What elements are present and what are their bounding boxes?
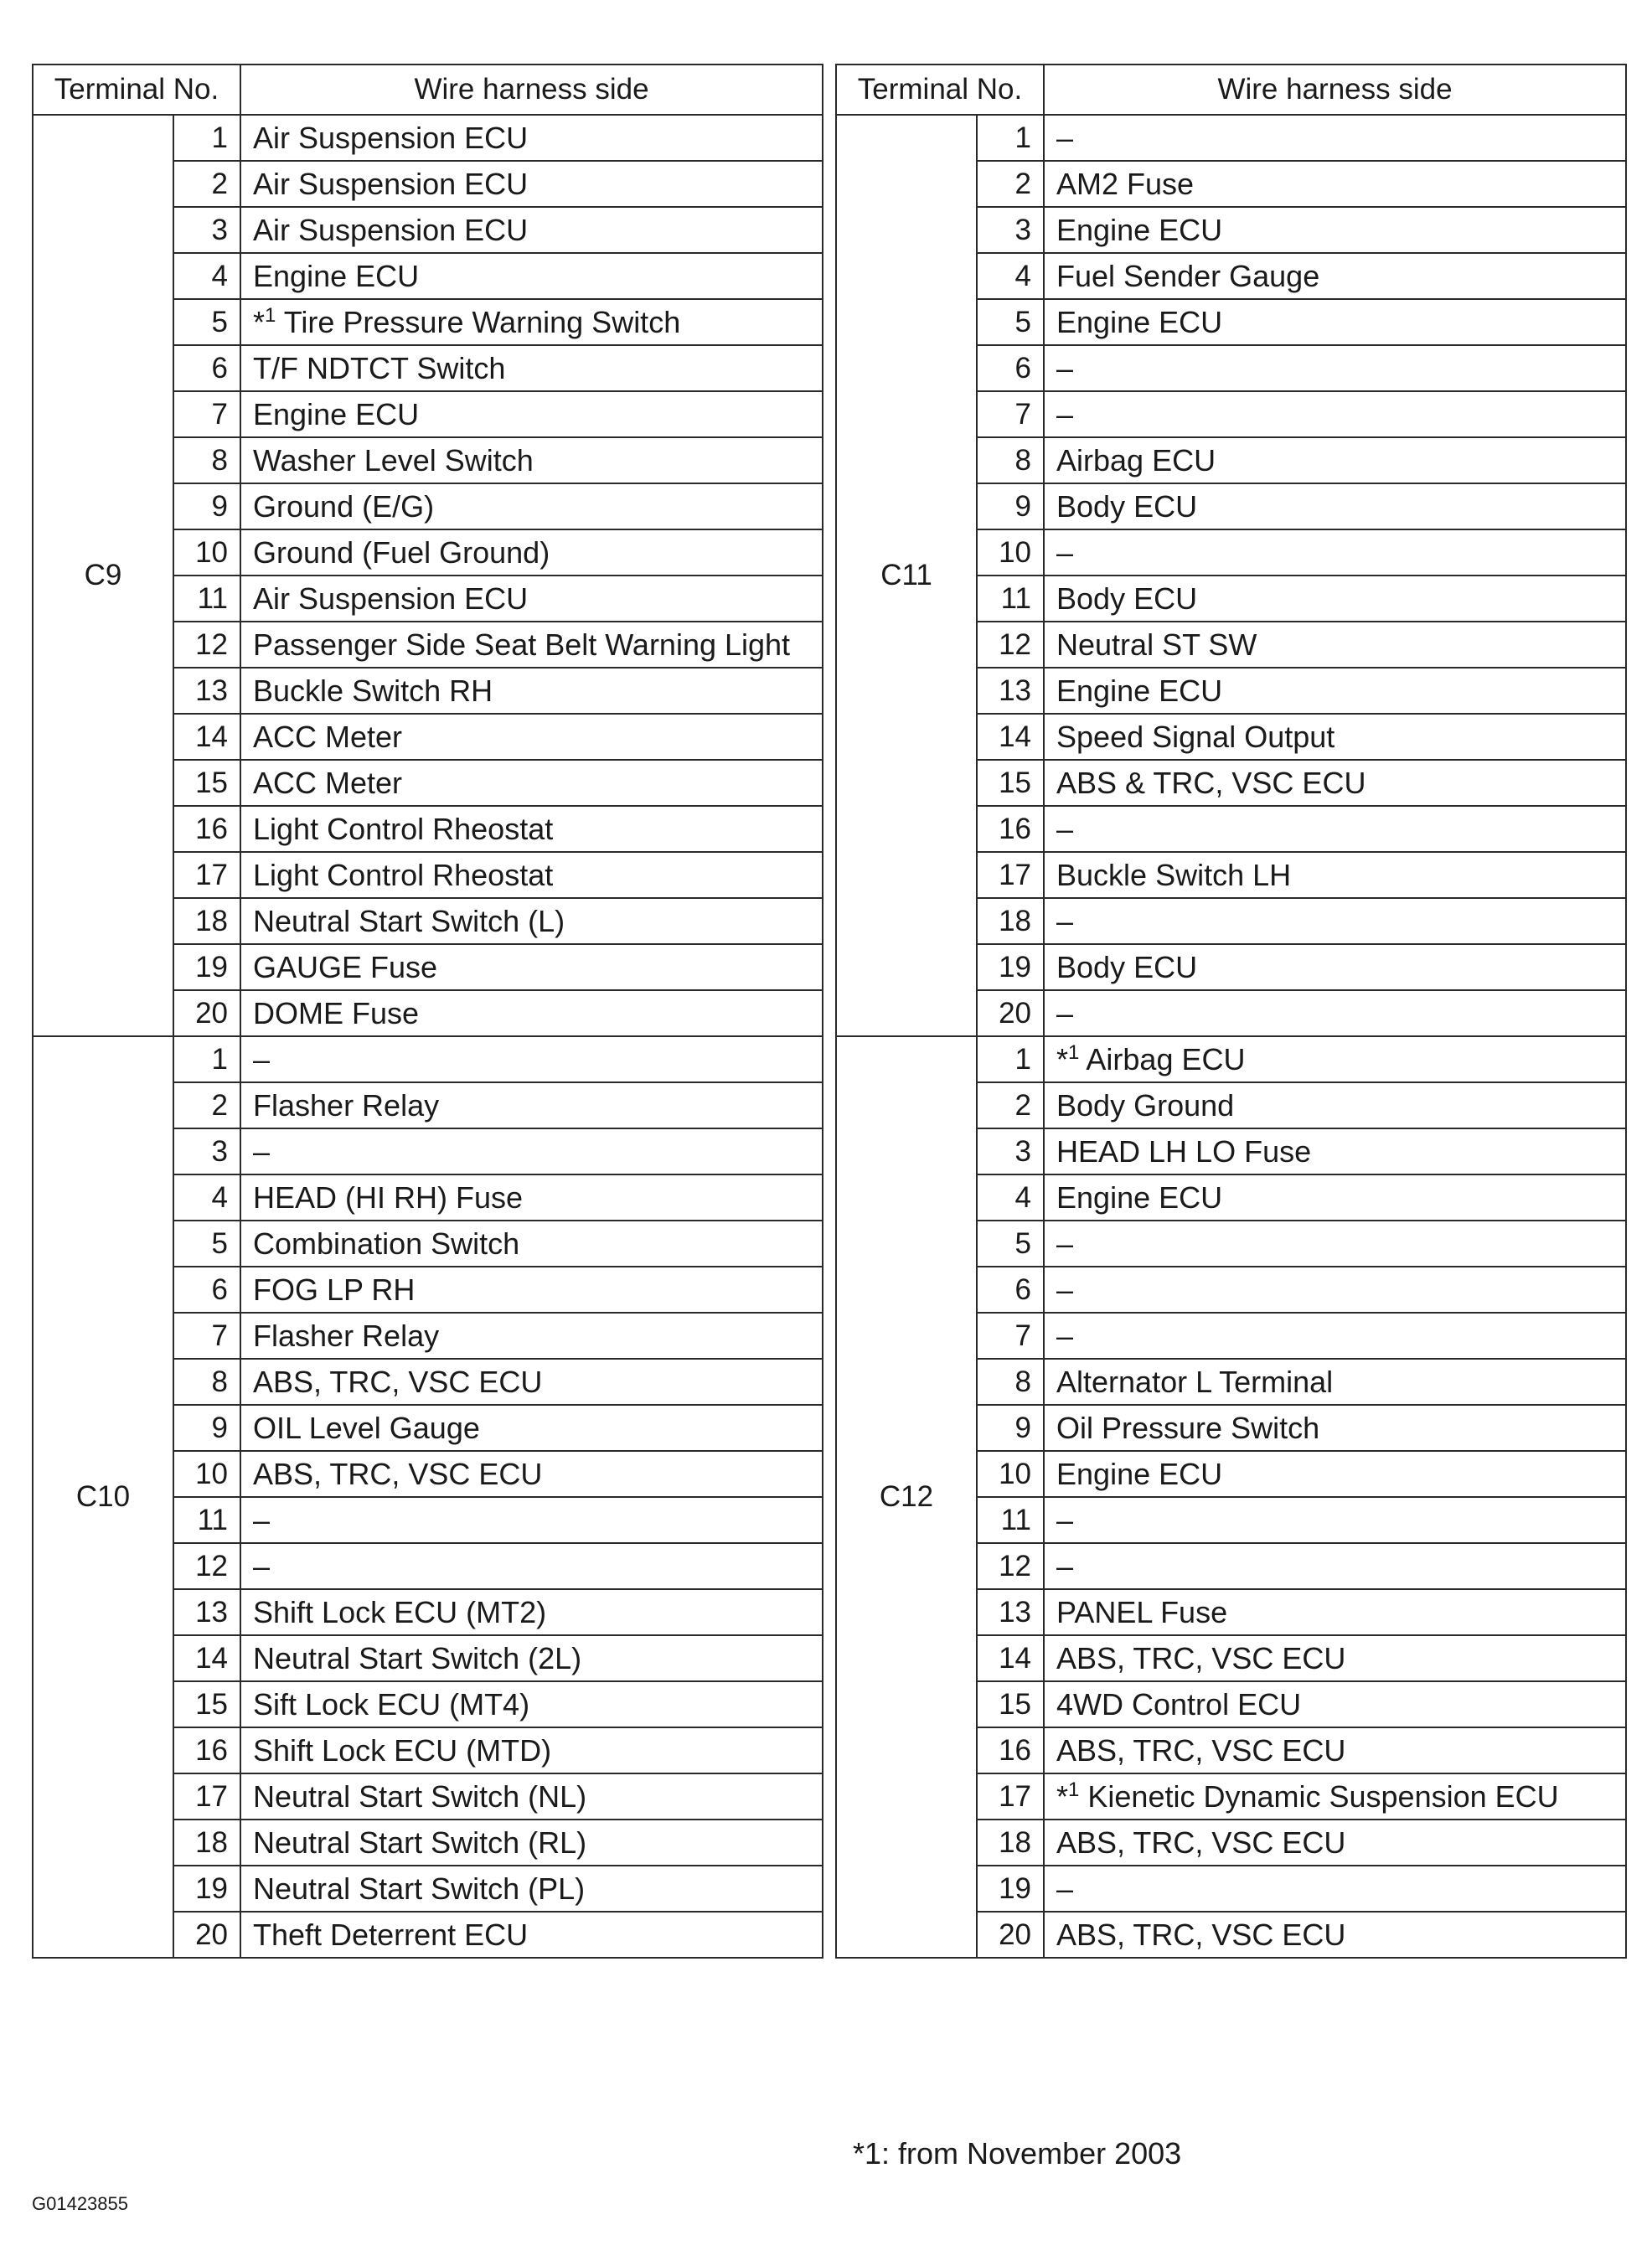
- terminal-number: 4: [977, 1174, 1044, 1221]
- wire-harness-text: Shift Lock ECU (MT2): [253, 1594, 547, 1629]
- terminal-number: 14: [977, 714, 1044, 760]
- wire-harness-text: AM2 Fuse: [1056, 166, 1195, 201]
- wire-harness-text: Buckle Switch RH: [253, 673, 493, 708]
- wire-harness-text: Air Suspension ECU: [253, 212, 529, 247]
- wire-harness-text: Engine ECU: [253, 396, 420, 431]
- wire-harness-text: Flasher Relay: [253, 1318, 440, 1353]
- table-row: [33, 1036, 823, 1082]
- wire-harness-cell: [1044, 1267, 1626, 1313]
- wire-harness-cell: [240, 437, 823, 483]
- wire-harness-cell: [1044, 483, 1626, 529]
- wire-harness-cell: [1044, 1773, 1626, 1820]
- wire-harness-cell: [240, 1267, 823, 1313]
- wire-harness-cell: [240, 115, 823, 161]
- terminal-number: 12: [173, 622, 240, 668]
- terminal-number: 1: [977, 1036, 1044, 1082]
- wire-harness-cell: [240, 576, 823, 622]
- wire-harness-cell: [240, 1405, 823, 1451]
- wire-harness-cell: [1044, 1359, 1626, 1405]
- wire-harness-cell: [1044, 852, 1626, 898]
- wire-harness-text: Light Control Rheostat: [253, 857, 554, 892]
- wire-harness-text: Theft Deterrent ECU: [253, 1917, 529, 1952]
- wire-harness-text: ABS, TRC, VSC ECU: [1056, 1640, 1346, 1675]
- terminal-number: 13: [173, 1589, 240, 1635]
- wire-harness-text: Body Ground: [1056, 1087, 1235, 1123]
- wire-harness-cell: [1044, 1727, 1626, 1773]
- wire-harness-cell: [1044, 990, 1626, 1036]
- wire-harness-cell: [240, 760, 823, 806]
- wire-harness-text: Air Suspension ECU: [253, 581, 529, 616]
- wire-harness-cell: [1044, 576, 1626, 622]
- wire-harness-cell: [240, 1727, 823, 1773]
- terminal-number: 2: [977, 1082, 1044, 1128]
- wire-harness-cell: [1044, 806, 1626, 852]
- table-row: [836, 115, 1626, 161]
- terminal-number: 20: [173, 1912, 240, 1958]
- terminal-number: 10: [977, 529, 1044, 576]
- terminal-number: 16: [173, 806, 240, 852]
- wire-harness-text: –: [253, 1502, 271, 1537]
- wire-harness-cell: [1044, 437, 1626, 483]
- terminal-number: 20: [173, 990, 240, 1036]
- terminal-number: 11: [173, 1497, 240, 1543]
- terminal-number: 18: [173, 1820, 240, 1866]
- terminal-number: 2: [173, 1082, 240, 1128]
- terminal-number: 15: [977, 1681, 1044, 1727]
- terminal-number: 17: [173, 1773, 240, 1820]
- connector-label: C10: [33, 1036, 173, 1958]
- wire-harness-cell: [1044, 391, 1626, 437]
- note-asterisk: *: [1056, 1778, 1069, 1814]
- wire-harness-cell: [240, 1589, 823, 1635]
- wire-harness-text: HEAD (HI RH) Fuse: [253, 1180, 524, 1215]
- header-row: [33, 65, 823, 115]
- wire-harness-text: Neutral Start Switch (RL): [253, 1825, 587, 1860]
- wire-harness-text: Sift Lock ECU (MT4): [253, 1686, 530, 1722]
- terminal-number: 6: [173, 1267, 240, 1313]
- wire-harness-text: Neutral Start Switch (L): [253, 903, 565, 938]
- wire-harness-cell: [1044, 529, 1626, 576]
- wire-harness-text: ABS & TRC, VSC ECU: [1056, 765, 1366, 800]
- wire-harness-text: Air Suspension ECU: [253, 120, 529, 155]
- terminal-number: 5: [977, 299, 1044, 345]
- wire-harness-text: Kienetic Dynamic Suspension ECU: [1079, 1778, 1559, 1814]
- wire-harness-text: T/F NDTCT Switch: [253, 350, 506, 385]
- wire-harness-text: ACC Meter: [253, 765, 403, 800]
- left-terminal-table: [32, 64, 823, 1959]
- terminal-number: 4: [173, 253, 240, 299]
- wire-harness-cell: [240, 207, 823, 253]
- wire-harness-text: Neutral Start Switch (PL): [253, 1871, 586, 1906]
- wire-harness-text: –: [253, 1041, 271, 1076]
- wire-harness-cell: [1044, 253, 1626, 299]
- wire-harness-text: Body ECU: [1056, 949, 1198, 984]
- wire-harness-text: Passenger Side Seat Belt Warning Light: [253, 627, 791, 662]
- connector-label: C9: [33, 115, 173, 1036]
- table-row: [33, 115, 823, 161]
- wire-harness-cell: [240, 1221, 823, 1267]
- wire-harness-cell: [240, 529, 823, 576]
- wire-harness-cell: [240, 1773, 823, 1820]
- wire-harness-cell: [1044, 1866, 1626, 1912]
- wire-harness-text: –: [1056, 811, 1074, 846]
- wire-harness-text: Combination Switch: [253, 1226, 520, 1261]
- wire-harness-text: –: [1056, 1318, 1074, 1353]
- wire-harness-text: –: [1056, 1548, 1074, 1583]
- wire-harness-text: ACC Meter: [253, 719, 403, 754]
- wire-harness-text: Alternator L Terminal: [1056, 1364, 1334, 1399]
- wire-harness-text: Tire Pressure Warning Switch: [276, 304, 681, 339]
- figure-id: G01423855: [32, 2193, 128, 2214]
- wire-harness-cell: [240, 714, 823, 760]
- terminal-number: 8: [977, 1359, 1044, 1405]
- wire-harness-cell: [1044, 207, 1626, 253]
- terminal-number: 9: [977, 483, 1044, 529]
- terminal-number: 9: [977, 1405, 1044, 1451]
- header-row: [836, 65, 1626, 115]
- terminal-number: 16: [173, 1727, 240, 1773]
- note-number: 1: [1068, 1040, 1080, 1064]
- wire-harness-cell: [240, 852, 823, 898]
- right-table-body: [836, 115, 1626, 1958]
- wire-harness-text: Body ECU: [1056, 488, 1198, 524]
- wire-harness-text: Washer Level Switch: [253, 442, 534, 477]
- terminal-number: 12: [977, 1543, 1044, 1589]
- wire-harness-text: 4WD Control ECU: [1056, 1686, 1302, 1722]
- wire-harness-text: ABS, TRC, VSC ECU: [253, 1456, 543, 1491]
- terminal-number: 11: [173, 576, 240, 622]
- terminal-number: 6: [173, 345, 240, 391]
- table-row: [836, 1036, 1626, 1082]
- wire-harness-text: Engine ECU: [1056, 212, 1223, 247]
- terminal-number: 11: [977, 1497, 1044, 1543]
- wire-harness-cell: [1044, 1036, 1626, 1082]
- terminal-number: 7: [977, 391, 1044, 437]
- wire-harness-text: GAUGE Fuse: [253, 949, 438, 984]
- terminal-number: 14: [173, 1635, 240, 1681]
- wire-harness-cell: [240, 345, 823, 391]
- left-table-body: [33, 115, 823, 1958]
- wire-harness-cell: [240, 806, 823, 852]
- wire-harness-text: –: [1056, 1272, 1074, 1307]
- terminal-number: 10: [173, 529, 240, 576]
- terminal-number: 2: [977, 161, 1044, 207]
- terminal-number: 3: [977, 207, 1044, 253]
- wire-harness-cell: [240, 990, 823, 1036]
- terminal-number: 18: [977, 1820, 1044, 1866]
- terminal-number: 19: [977, 1866, 1044, 1912]
- wire-harness-cell: [240, 1082, 823, 1128]
- wire-harness-text: Body ECU: [1056, 581, 1198, 616]
- wire-harness-text: ABS, TRC, VSC ECU: [1056, 1825, 1346, 1860]
- wire-harness-text: PANEL Fuse: [1056, 1594, 1228, 1629]
- terminal-number: 17: [977, 1773, 1044, 1820]
- terminal-number: 9: [173, 1405, 240, 1451]
- terminal-no-header: Terminal No.: [33, 65, 240, 115]
- terminal-number: 9: [173, 483, 240, 529]
- wire-harness-text: –: [1056, 534, 1074, 570]
- terminal-number: 13: [977, 1589, 1044, 1635]
- wire-harness-text: HEAD LH LO Fuse: [1056, 1133, 1312, 1169]
- wire-harness-cell: [240, 391, 823, 437]
- wire-harness-text: Engine ECU: [1056, 673, 1223, 708]
- wire-harness-cell: [1044, 1221, 1626, 1267]
- wire-harness-text: ABS, TRC, VSC ECU: [1056, 1732, 1346, 1768]
- terminal-number: 13: [977, 668, 1044, 714]
- terminal-number: 19: [977, 944, 1044, 990]
- wire-harness-cell: [240, 668, 823, 714]
- terminal-number: 16: [977, 1727, 1044, 1773]
- wire-harness-text: Shift Lock ECU (MTD): [253, 1732, 552, 1768]
- wire-harness-cell: [240, 299, 823, 345]
- wire-harness-text: –: [1056, 995, 1074, 1030]
- wire-harness-text: ABS, TRC, VSC ECU: [253, 1364, 543, 1399]
- terminal-number: 3: [977, 1128, 1044, 1174]
- terminal-number: 8: [977, 437, 1044, 483]
- terminal-number: 20: [977, 990, 1044, 1036]
- terminal-number: 14: [977, 1635, 1044, 1681]
- right-terminal-table: [835, 64, 1627, 1959]
- terminal-number: 10: [173, 1451, 240, 1497]
- terminal-number: 12: [173, 1543, 240, 1589]
- wire-harness-cell: [1044, 1451, 1626, 1497]
- wire-harness-cell: [1044, 1313, 1626, 1359]
- wire-harness-cell: [1044, 1497, 1626, 1543]
- wire-harness-cell: [1044, 1082, 1626, 1128]
- connector-label: C11: [836, 115, 977, 1036]
- wire-harness-cell: [240, 1359, 823, 1405]
- wire-harness-text: Ground (Fuel Ground): [253, 534, 550, 570]
- terminal-number: 19: [173, 944, 240, 990]
- wire-harness-text: –: [1056, 1871, 1074, 1906]
- wire-harness-cell: [1044, 1589, 1626, 1635]
- wire-harness-cell: [240, 1820, 823, 1866]
- terminal-number: 17: [977, 852, 1044, 898]
- wire-harness-cell: [1044, 944, 1626, 990]
- terminal-number: 8: [173, 437, 240, 483]
- terminal-number: 7: [173, 391, 240, 437]
- terminal-number: 6: [977, 345, 1044, 391]
- wire-harness-cell: [1044, 1820, 1626, 1866]
- wire-harness-text: Fuel Sender Gauge: [1056, 258, 1320, 293]
- terminal-number: 16: [977, 806, 1044, 852]
- terminal-number: 3: [173, 1128, 240, 1174]
- terminal-number: 1: [173, 115, 240, 161]
- terminal-number: 5: [173, 1221, 240, 1267]
- wire-harness-cell: [1044, 1174, 1626, 1221]
- wire-harness-cell: [240, 944, 823, 990]
- wire-harness-cell: [1044, 714, 1626, 760]
- wire-harness-text: Engine ECU: [1056, 1180, 1223, 1215]
- terminal-number: 11: [977, 576, 1044, 622]
- wire-harness-cell: [240, 253, 823, 299]
- terminal-number: 1: [977, 115, 1044, 161]
- terminal-number: 12: [977, 622, 1044, 668]
- wire-harness-text: Buckle Switch LH: [1056, 857, 1292, 892]
- terminal-number: 17: [173, 852, 240, 898]
- terminal-number: 8: [173, 1359, 240, 1405]
- terminal-number: 15: [977, 760, 1044, 806]
- wire-harness-text: Neutral ST SW: [1056, 627, 1257, 662]
- wire-harness-header: Wire harness side: [1044, 65, 1626, 115]
- terminal-number: 20: [977, 1912, 1044, 1958]
- wire-harness-text: –: [1056, 1226, 1074, 1261]
- wire-harness-text: Engine ECU: [1056, 304, 1223, 339]
- wire-harness-cell: [240, 161, 823, 207]
- wire-harness-text: –: [1056, 350, 1074, 385]
- terminal-number: 4: [173, 1174, 240, 1221]
- note-number: 1: [265, 303, 276, 327]
- wire-harness-cell: [1044, 1912, 1626, 1958]
- wire-harness-text: –: [1056, 903, 1074, 938]
- wire-harness-cell: [240, 1313, 823, 1359]
- wire-harness-text: DOME Fuse: [253, 995, 420, 1030]
- wire-harness-cell: [1044, 1635, 1626, 1681]
- terminal-number: 18: [173, 898, 240, 944]
- terminal-number: 1: [173, 1036, 240, 1082]
- terminal-number: 18: [977, 898, 1044, 944]
- wire-harness-cell: [240, 1036, 823, 1082]
- wire-harness-text: Airbag ECU: [1056, 442, 1216, 477]
- terminal-number: 5: [173, 299, 240, 345]
- wire-harness-text: Engine ECU: [253, 258, 420, 293]
- wire-harness-cell: [1044, 1543, 1626, 1589]
- wire-harness-text: Oil Pressure Switch: [1056, 1410, 1320, 1445]
- terminal-number: 10: [977, 1451, 1044, 1497]
- wire-harness-text: Neutral Start Switch (2L): [253, 1640, 582, 1675]
- wire-harness-text: Ground (E/G): [253, 488, 435, 524]
- wire-harness-cell: [240, 1681, 823, 1727]
- wire-harness-cell: [1044, 668, 1626, 714]
- wire-harness-cell: [240, 898, 823, 944]
- wire-harness-text: FOG LP RH: [253, 1272, 416, 1307]
- terminal-number: 6: [977, 1267, 1044, 1313]
- wire-harness-cell: [1044, 299, 1626, 345]
- terminal-number: 15: [173, 760, 240, 806]
- wire-harness-cell: [1044, 1681, 1626, 1727]
- wire-harness-cell: [1044, 760, 1626, 806]
- wire-harness-header: Wire harness side: [240, 65, 823, 115]
- wire-harness-text: Neutral Start Switch (NL): [253, 1778, 587, 1814]
- wire-harness-cell: [240, 1912, 823, 1958]
- wire-harness-text: Engine ECU: [1056, 1456, 1223, 1491]
- wire-harness-cell: [1044, 115, 1626, 161]
- wire-harness-cell: [1044, 622, 1626, 668]
- wire-harness-text: Light Control Rheostat: [253, 811, 554, 846]
- wire-harness-text: –: [1056, 396, 1074, 431]
- terminal-number: 7: [977, 1313, 1044, 1359]
- wire-harness-text: –: [253, 1548, 271, 1583]
- wire-harness-cell: [240, 1635, 823, 1681]
- wire-harness-text: Air Suspension ECU: [253, 166, 529, 201]
- footnote: *1: from November 2003: [853, 2136, 1182, 2171]
- wire-harness-text: ABS, TRC, VSC ECU: [1056, 1917, 1346, 1952]
- terminal-number: 14: [173, 714, 240, 760]
- wire-harness-cell: [240, 1543, 823, 1589]
- wire-harness-cell: [1044, 345, 1626, 391]
- wire-harness-cell: [1044, 1405, 1626, 1451]
- terminal-number: 3: [173, 207, 240, 253]
- wire-harness-cell: [240, 1174, 823, 1221]
- terminal-number: 13: [173, 668, 240, 714]
- wire-harness-text: Speed Signal Output: [1056, 719, 1335, 754]
- note-asterisk: *: [253, 304, 266, 339]
- terminal-number: 7: [173, 1313, 240, 1359]
- wire-harness-cell: [240, 1128, 823, 1174]
- terminal-number: 2: [173, 161, 240, 207]
- wire-harness-text: –: [1056, 1502, 1074, 1537]
- wire-harness-text: OIL Level Gauge: [253, 1410, 480, 1445]
- wire-harness-text: –: [1056, 120, 1074, 155]
- wire-harness-cell: [1044, 1128, 1626, 1174]
- wire-harness-cell: [240, 622, 823, 668]
- connector-label: C12: [836, 1036, 977, 1958]
- wire-harness-text: Airbag ECU: [1079, 1041, 1246, 1076]
- terminal-no-header: Terminal No.: [836, 65, 1044, 115]
- wire-harness-text: –: [253, 1133, 271, 1169]
- terminal-number: 19: [173, 1866, 240, 1912]
- wire-harness-cell: [240, 1866, 823, 1912]
- terminal-number: 5: [977, 1221, 1044, 1267]
- note-number: 1: [1068, 1778, 1080, 1801]
- wire-harness-cell: [240, 1451, 823, 1497]
- wire-harness-cell: [1044, 898, 1626, 944]
- wire-harness-text: Flasher Relay: [253, 1087, 440, 1123]
- wire-harness-cell: [1044, 161, 1626, 207]
- wire-harness-cell: [240, 1497, 823, 1543]
- terminal-number: 15: [173, 1681, 240, 1727]
- wire-harness-cell: [240, 483, 823, 529]
- terminal-number: 4: [977, 253, 1044, 299]
- note-asterisk: *: [1056, 1041, 1069, 1076]
